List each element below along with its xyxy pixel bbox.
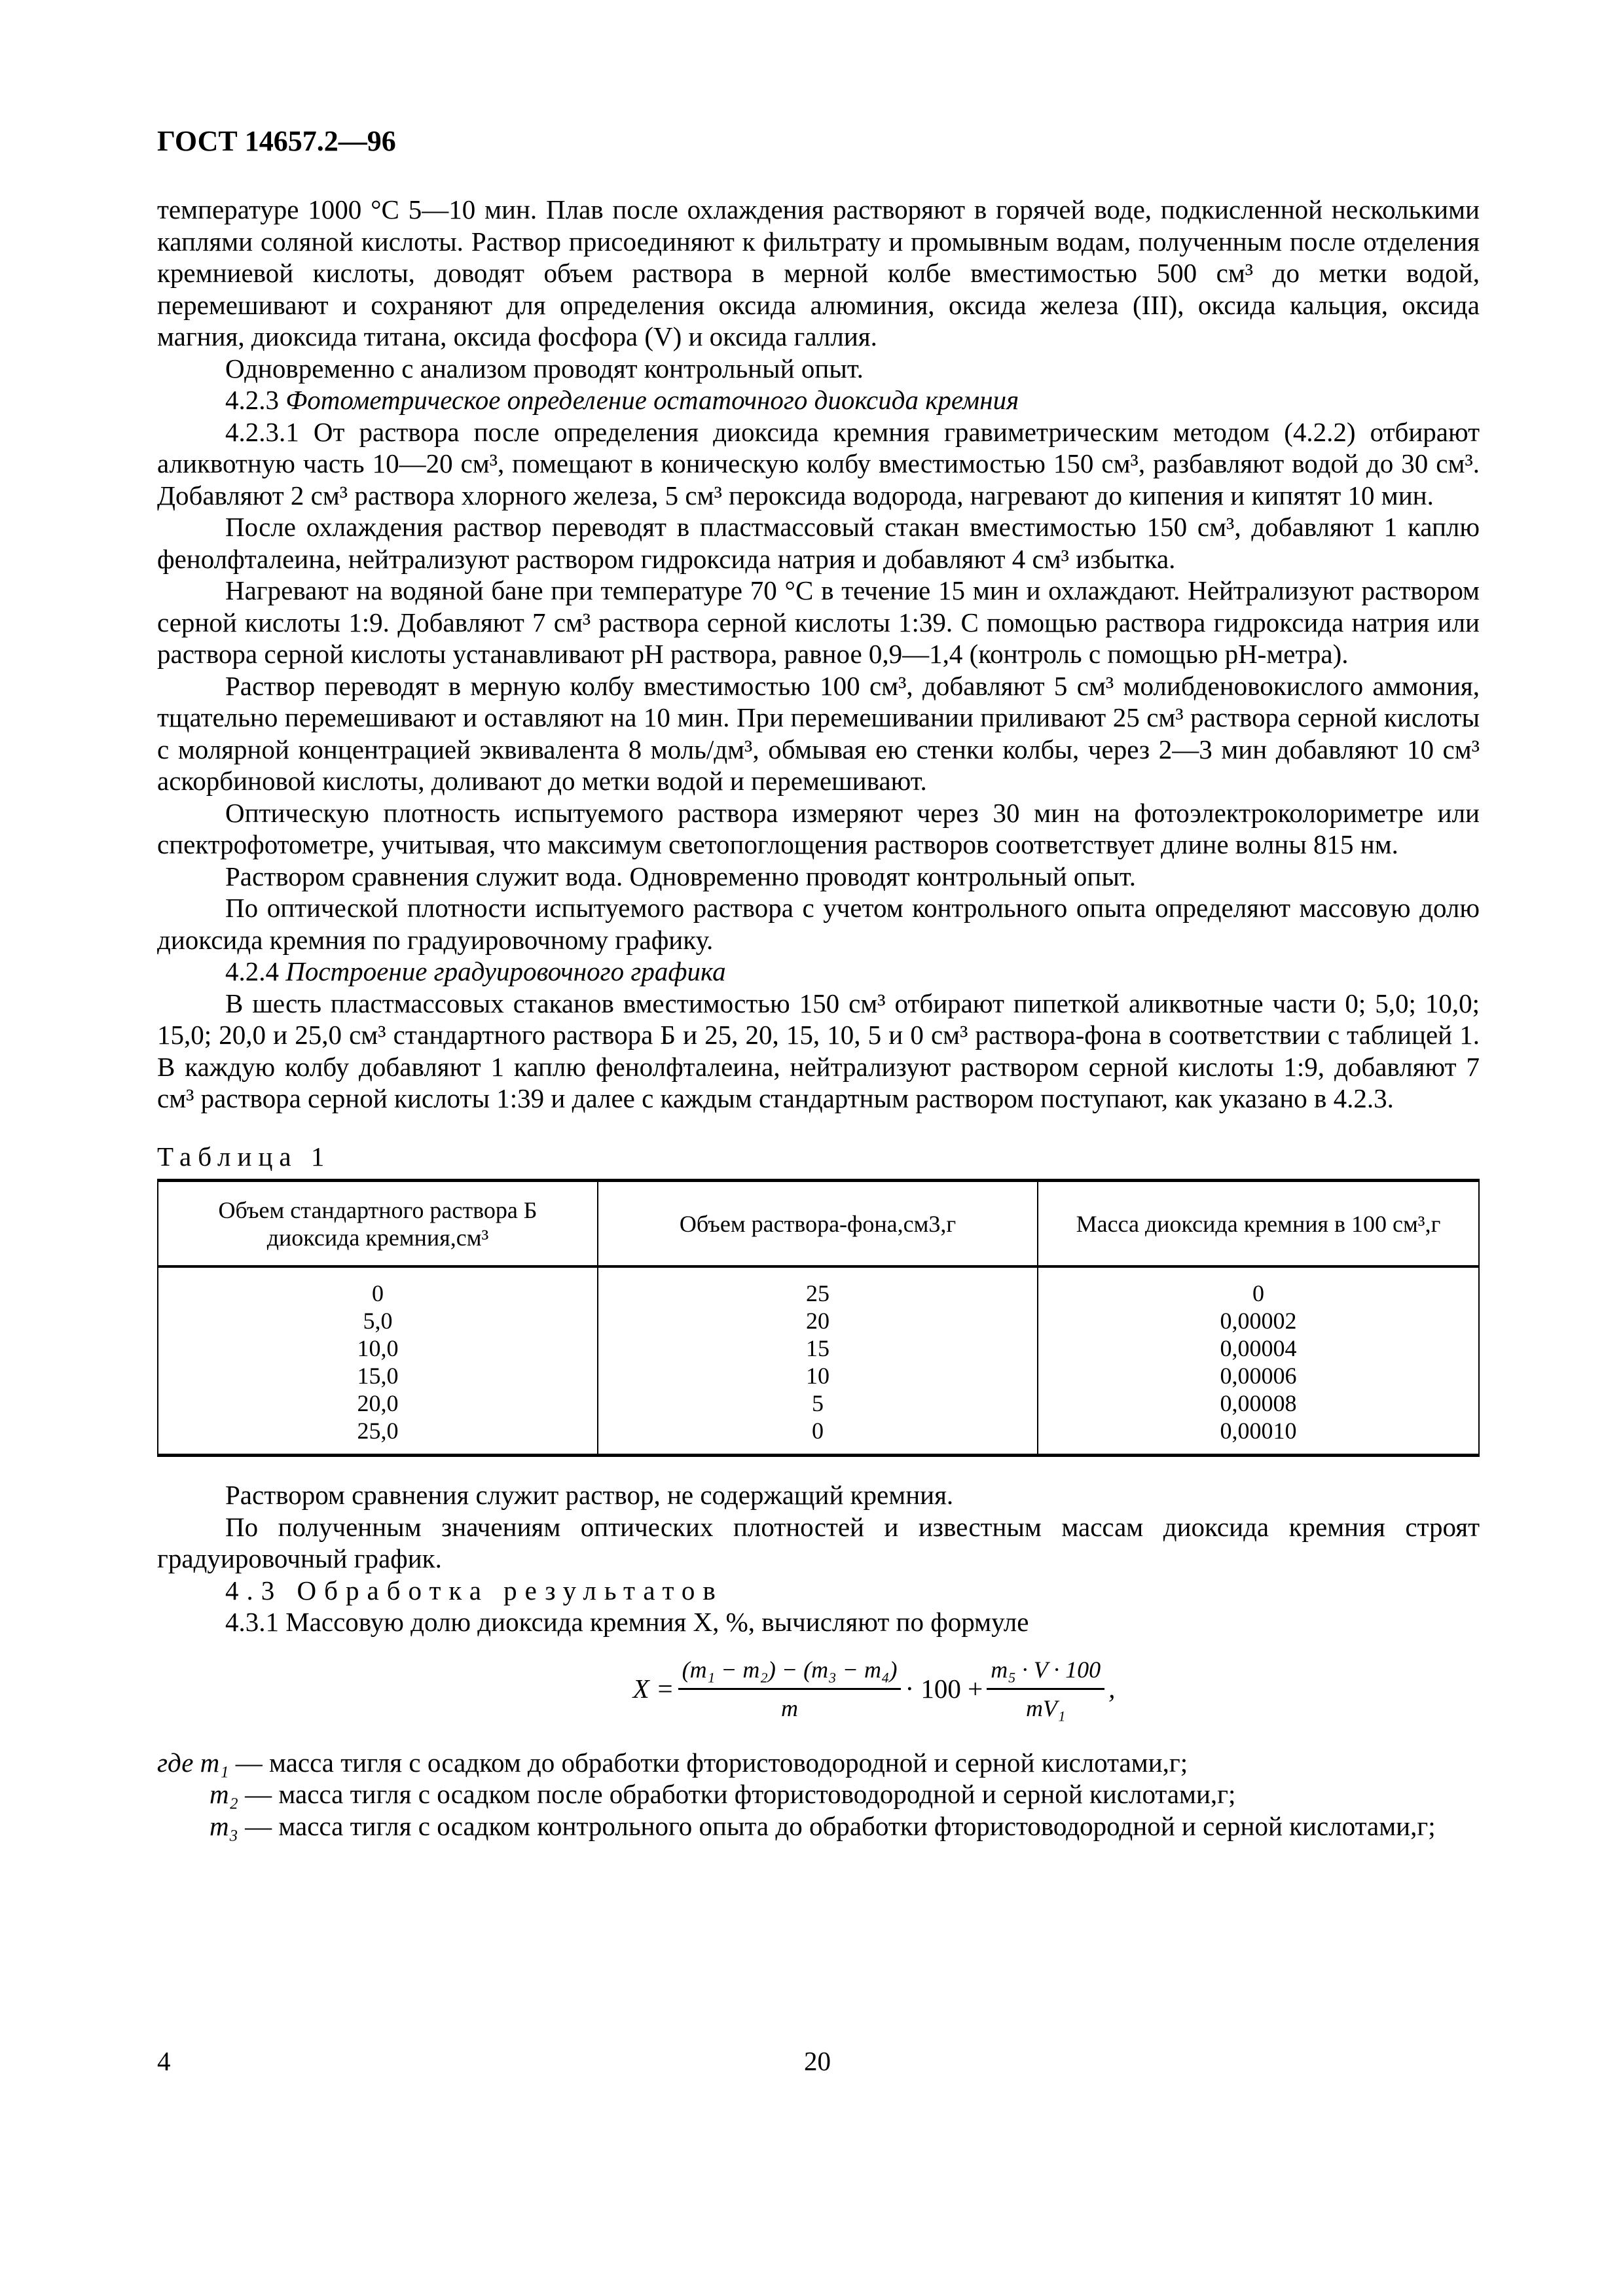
paragraph: Одновременно с анализом проводят контрольный опыт. <box>225 353 864 384</box>
definition <box>157 1747 1480 1779</box>
section-number: 4.2.4 <box>225 956 279 986</box>
table-cell: 15,0 <box>357 1363 399 1389</box>
formula <box>268 1654 1480 1725</box>
formula-end: , <box>1108 1674 1116 1704</box>
table-cell: 0 <box>811 1418 824 1444</box>
column-background-volume <box>598 1266 1038 1456</box>
section-title: Фотометрическое определение остаточного диоксида кремния <box>285 385 1019 415</box>
paragraph: 4.3.1 Массовую долю диоксида кремния X, %, вычисляют по формуле <box>225 1607 1029 1637</box>
table-cell: 10 <box>805 1363 830 1389</box>
column-header: Масса диоксида кремния в 100 см³,г <box>1038 1181 1479 1267</box>
table-cell: 20 <box>805 1308 830 1334</box>
table-cell: 5 <box>811 1390 824 1416</box>
paragraph: По оптической плотности испытуемого раствора с учетом контрольного опыта определяют массовую долю диоксида кремния по градуировочному графику. <box>157 893 1480 955</box>
symbol: m₂ <box>210 1779 238 1809</box>
formula-mid: · 100 + <box>905 1674 983 1704</box>
definition-text: — масса тигля с осадком контрольного опыта до обработки фтористоводородной и серной кислотами,г; <box>245 1810 1436 1841</box>
denominator: m <box>781 1695 799 1721</box>
definition <box>157 1778 1480 1810</box>
denominator: mV₁ <box>1025 1695 1066 1721</box>
table-cell: 5,0 <box>363 1308 393 1334</box>
column-silica-mass <box>1038 1266 1479 1456</box>
paragraph: 4.2.3.1 От раствора после определения диоксида кремния гравиметрическим методом (4.2.2) отбирают аликвотную часть 10—20 см³, помещают в коническую колбу вместимостью 150 см³, разбавляют водой до 30 см³. Добавляют 2 см³ раствора хлорного железа, 5 см³ пероксида водорода, нагревают до кипения и кипятят 10 мин. <box>157 416 1480 511</box>
section-heading-4-3: 4.3 Обработка результатов <box>225 1575 723 1605</box>
formula-lhs: X = <box>632 1674 674 1704</box>
section-title: Построение градуировочного графика <box>285 956 726 986</box>
table-cell: 20,0 <box>357 1390 399 1416</box>
symbol: где m₁ <box>157 1747 229 1778</box>
paragraph: По полученным значениям оптических плотностей и известным массам диоксида кремния строят градуировочный график. <box>157 1511 1480 1573</box>
fraction-1 <box>678 1654 902 1725</box>
table-1 <box>157 1179 1480 1457</box>
table-cell: 10,0 <box>357 1335 399 1361</box>
paragraph: Нагревают на водяной бане при температуре 70 °С в течение 15 мин и охлаждают. Нейтрализуют раствором серной кислоты 1:9. Добавляют 7 см³ раствора серной кислоты 1:39. С помощью раствора гидроксида натрия или раствора серной кислоты устанавливают рН раствора, равное 0,9—1,4 (контроль с помощью рН-метра). <box>157 575 1480 669</box>
column-header: Объем раствора-фона,см3,г <box>598 1181 1038 1267</box>
symbol: m₃ <box>210 1810 238 1841</box>
numerator: m₅ · V · 100 <box>987 1654 1104 1691</box>
fraction-2 <box>987 1654 1104 1725</box>
table-cell: 0 <box>1252 1280 1264 1306</box>
table-header-row <box>158 1181 1479 1267</box>
page-number: 20 <box>804 2046 831 2076</box>
definition-text: — масса тигля с осадком до обработки фтористоводородной и серной кислотами,г; <box>235 1747 1188 1778</box>
footer-left: 4 <box>157 2046 171 2076</box>
definition <box>157 1810 1480 1842</box>
column-standard-volume <box>158 1266 598 1456</box>
paragraph: Раствором сравнения служит раствор, не содержащий кремния. <box>225 1480 954 1510</box>
paragraph: После охлаждения раствор переводят в пластмассовый стакан вместимостью 150 см³, добавляют 1 каплю фенолфталеина, нейтрализуют раствором гидроксида натрия и добавляют 4 см³ избытка. <box>157 512 1480 574</box>
table-caption: Таблица 1 <box>157 1141 331 1172</box>
table-cell: 0,00006 <box>1220 1363 1297 1389</box>
table-cell: 0,00004 <box>1220 1335 1297 1361</box>
column-header: Объем стандартного раствора Б диоксида кремния,см³ <box>158 1181 598 1267</box>
table-cell: 15 <box>805 1335 830 1361</box>
section-number: 4.2.3 <box>225 385 279 415</box>
section-heading-4-2-3 <box>157 384 1480 416</box>
document-body <box>157 194 1480 1842</box>
paragraph: Раствор переводят в мерную колбу вместимостью 100 см³, добавляют 5 см³ молибденовокислого аммония, тщательно перемешивают и оставляют на 10 мин. При перемешивании приливают 25 см³ раствора серной кислоты с молярной концентрацией эквивалента 8 моль/дм³, обмывая ею стенки колбы, через 2—3 мин добавляют 10 см³ аскорбиновой кислоты, доливают до метки водой и перемешивают. <box>157 670 1480 796</box>
paragraph: Раствором сравнения служит вода. Одновременно проводят контрольный опыт. <box>225 861 1136 891</box>
definition-text: — масса тигля с осадком после обработки фтористоводородной и серной кислотами,г; <box>245 1779 1236 1809</box>
paragraph: Оптическую плотность испытуемого раствора измеряют через 30 мин на фотоэлектроколориметре или спектрофотометре, учитывая, что максимум светопоглощения растворов соответствует длине волны 815 нм. <box>157 797 1480 859</box>
numerator: (m₁ − m₂) − (m₃ − m₄) <box>678 1654 902 1691</box>
table-cell: 0,00002 <box>1220 1308 1297 1334</box>
table-cell: 0 <box>371 1280 384 1306</box>
paragraph: В шесть пластмассовых стаканов вместимостью 150 см³ отбирают пипеткой аликвотные части 0; 5,0; 10,0; 15,0; 20,0 и 25,0 см³ стандартного раствора Б и 25, 20, 15, 10, 5 и 0 см³ раствора-фона в соответствии с таблицей 1. В каждую колбу добавляют 1 каплю фенолфталеина, нейтрализуют раствором серной кислоты 1:9, добавляют 7 см³ раствора серной кислоты 1:39 и далее с каждым стандартным раствором поступают, как указано в 4.2.3. <box>157 988 1480 1113</box>
document-header: ГОСТ 14657.2—96 <box>157 125 396 157</box>
table-cell: 25,0 <box>357 1418 399 1444</box>
table-cell: 0,00010 <box>1220 1418 1297 1444</box>
paragraph: температуре 1000 °С 5—10 мин. Плав после охлаждения растворяют в горячей воде, подкисленной несколькими каплями соляной кислоты. Раствор присоединяют к фильтрату и промывным водам, полученным после отделения кремниевой кислоты, доводят объем раствора в мерной колбе вместимостью 500 см³ до метки водой, перемешивают и сохраняют для определения оксида алюминия, оксида железа (III), оксида кальция, оксида магния, диоксида титана, оксида фосфора (V) и оксида галлия. <box>157 194 1480 351</box>
table-cell: 25 <box>805 1280 830 1306</box>
table-cell: 0,00008 <box>1220 1390 1297 1416</box>
table-body-row <box>158 1266 1479 1456</box>
section-heading-4-2-4 <box>157 956 1480 988</box>
